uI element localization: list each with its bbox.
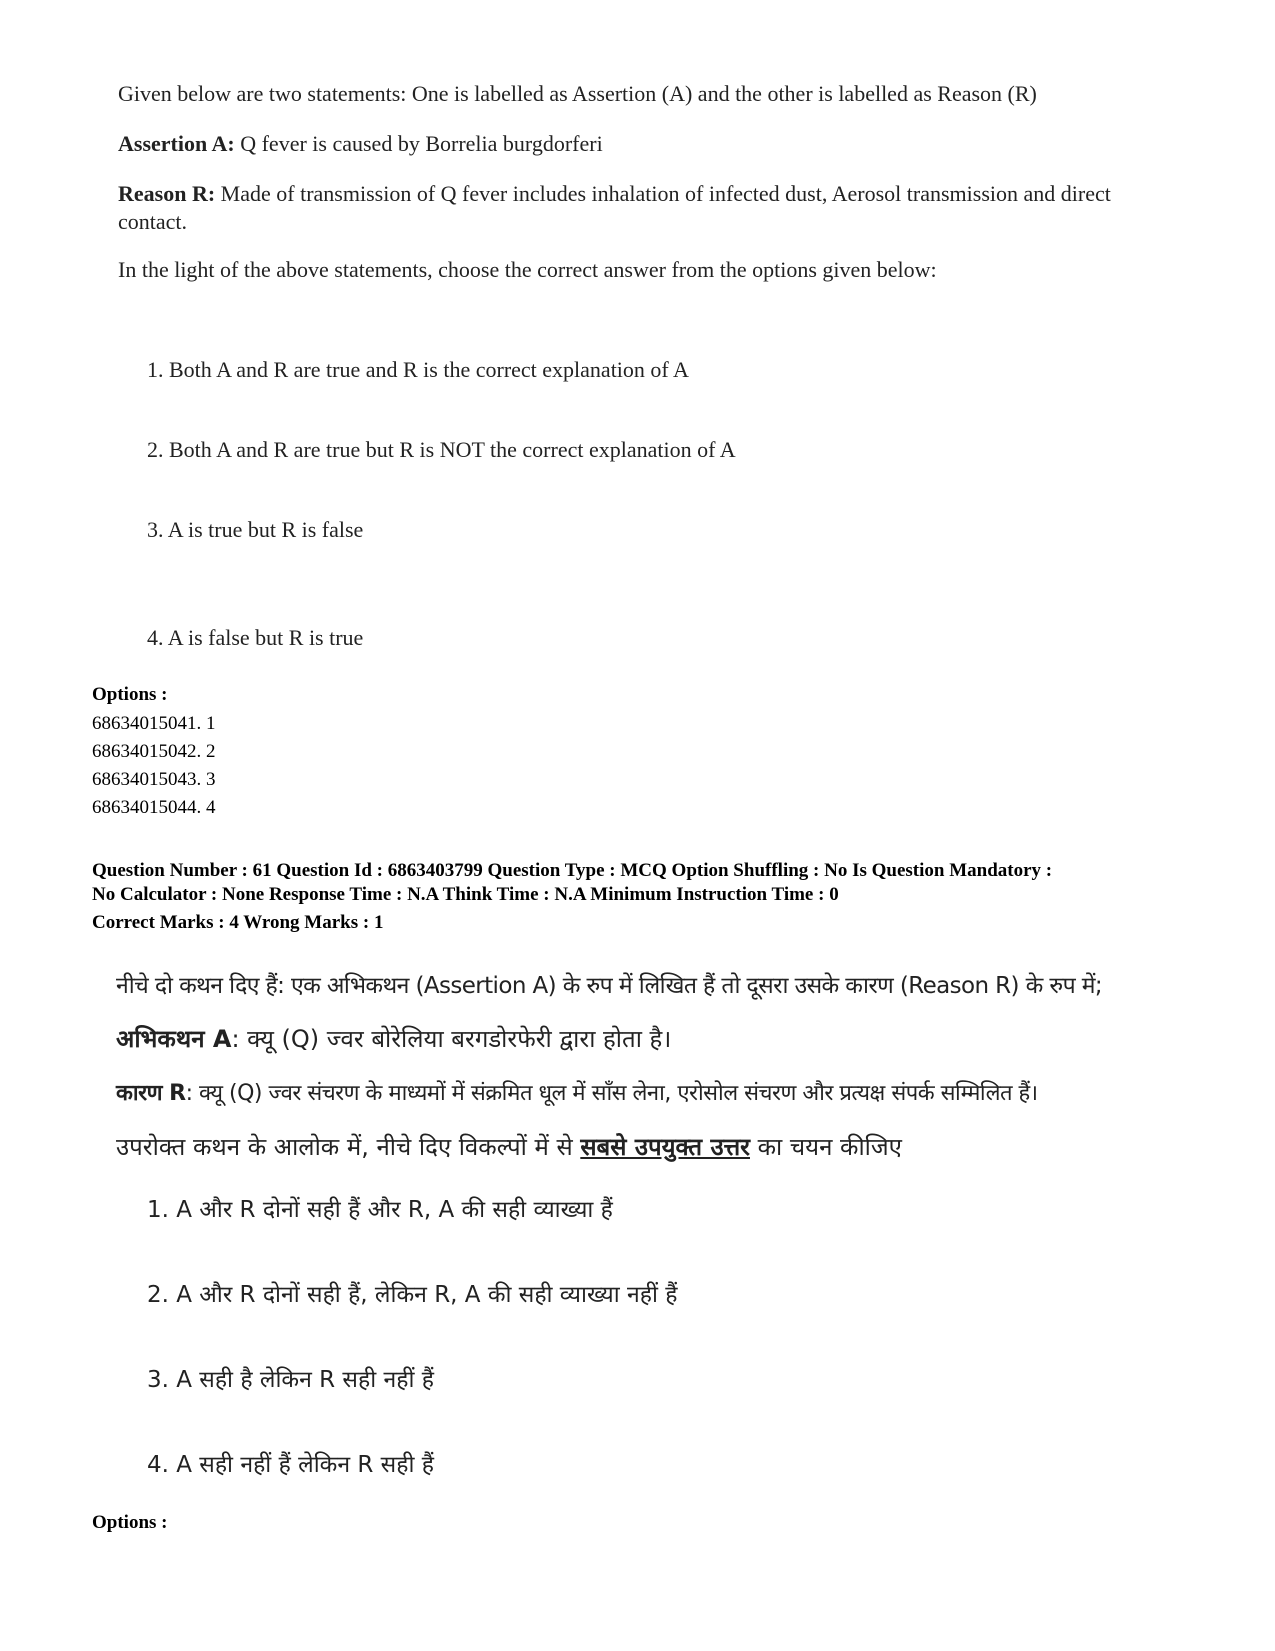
hindi-choice-2: 2. A और R दोनों सही हैं, लेकिन R, A की सही व्याख्या नहीं हैं bbox=[147, 1282, 678, 1308]
options-label: Options : bbox=[92, 684, 168, 705]
option-code-1: 68634015041. 1 bbox=[92, 713, 216, 734]
question-instruction: In the light of the above statements, choose the correct answer from the options given below: bbox=[118, 257, 937, 282]
hindi-choice-1: 1. A और R दोनों सही हैं और R, A की सही व्याख्या हैं bbox=[147, 1197, 613, 1223]
reason-text: Made of transmission of Q fever includes inhalation of infected dust, Aerosol transmission and direct contact. bbox=[118, 181, 1111, 234]
question-meta-line-1: Question Number : 61 Question Id : 6863403799 Question Type : MCQ Option Shuffling : No Is Question Mandatory : bbox=[92, 860, 1053, 881]
hindi-question-instruction bbox=[116, 1130, 902, 1163]
question-meta-line-2: No Calculator : None Response Time : N.A Think Time : N.A Minimum Instruction Time : 0 bbox=[92, 884, 839, 905]
hindi-instruction-pre: उपरोक्त कथन के आलोक में, नीचे दिए विकल्पों में से bbox=[116, 1133, 581, 1161]
question-meta-line-3: Correct Marks : 4 Wrong Marks : 1 bbox=[92, 912, 384, 933]
assertion-text: Q fever is caused by Borrelia burgdorferi bbox=[234, 131, 603, 156]
question-intro: Given below are two statements: One is labelled as Assertion (A) and the other is labelled as Reason (R) bbox=[118, 81, 1037, 106]
assertion-statement bbox=[118, 130, 603, 158]
hindi-reason-text: : क्यू (Q) ज्वर संचरण के माध्यमों में संक्रमित धूल में साँस लेना, एरोसोल संचरण और प्रत्यक्ष संपर्क सम्मिलित हैं। bbox=[185, 1081, 1038, 1106]
option-code-3: 68634015043. 3 bbox=[92, 769, 216, 790]
choice-1: 1. Both A and R are true and R is the correct explanation of A bbox=[147, 357, 689, 382]
footer-options-label: Options : bbox=[92, 1512, 168, 1533]
choice-3: 3. A is true but R is false bbox=[147, 517, 364, 542]
choice-2: 2. Both A and R are true but R is NOT the correct explanation of A bbox=[147, 437, 736, 462]
option-code-4: 68634015044. 4 bbox=[92, 797, 216, 818]
hindi-choice-3: 3. A सही है लेकिन R सही नहीं हैं bbox=[147, 1367, 434, 1393]
hindi-assertion-label: अभिकथन A bbox=[116, 1025, 232, 1053]
hindi-reason-label: कारण R bbox=[116, 1081, 186, 1106]
hindi-assertion-text: : क्यू (Q) ज्वर बोरेलिया बरगडोरफेरी द्वारा होता है। bbox=[231, 1025, 672, 1053]
hindi-choice-4: 4. A सही नहीं हैं लेकिन R सही हैं bbox=[147, 1452, 434, 1478]
reason-label: Reason R: bbox=[118, 181, 216, 206]
hindi-instruction-post: का चयन कीजिए bbox=[750, 1133, 902, 1161]
reason-statement bbox=[118, 180, 1128, 236]
hindi-question-intro: नीचे दो कथन दिए हैं: एक अभिकथन (Assertion A) के रुप में लिखित हैं तो दूसरा उसके कारण (Reason R) के रुप में; bbox=[116, 973, 1103, 999]
assertion-label: Assertion A: bbox=[118, 131, 235, 156]
option-code-2: 68634015042. 2 bbox=[92, 741, 216, 762]
hindi-assertion-statement bbox=[116, 1022, 671, 1055]
hindi-reason-statement bbox=[116, 1077, 1038, 1107]
choice-4: 4. A is false but R is true bbox=[147, 625, 364, 650]
hindi-instruction-emphasis: सबसे उपयुक्त उत्तर bbox=[580, 1133, 750, 1161]
